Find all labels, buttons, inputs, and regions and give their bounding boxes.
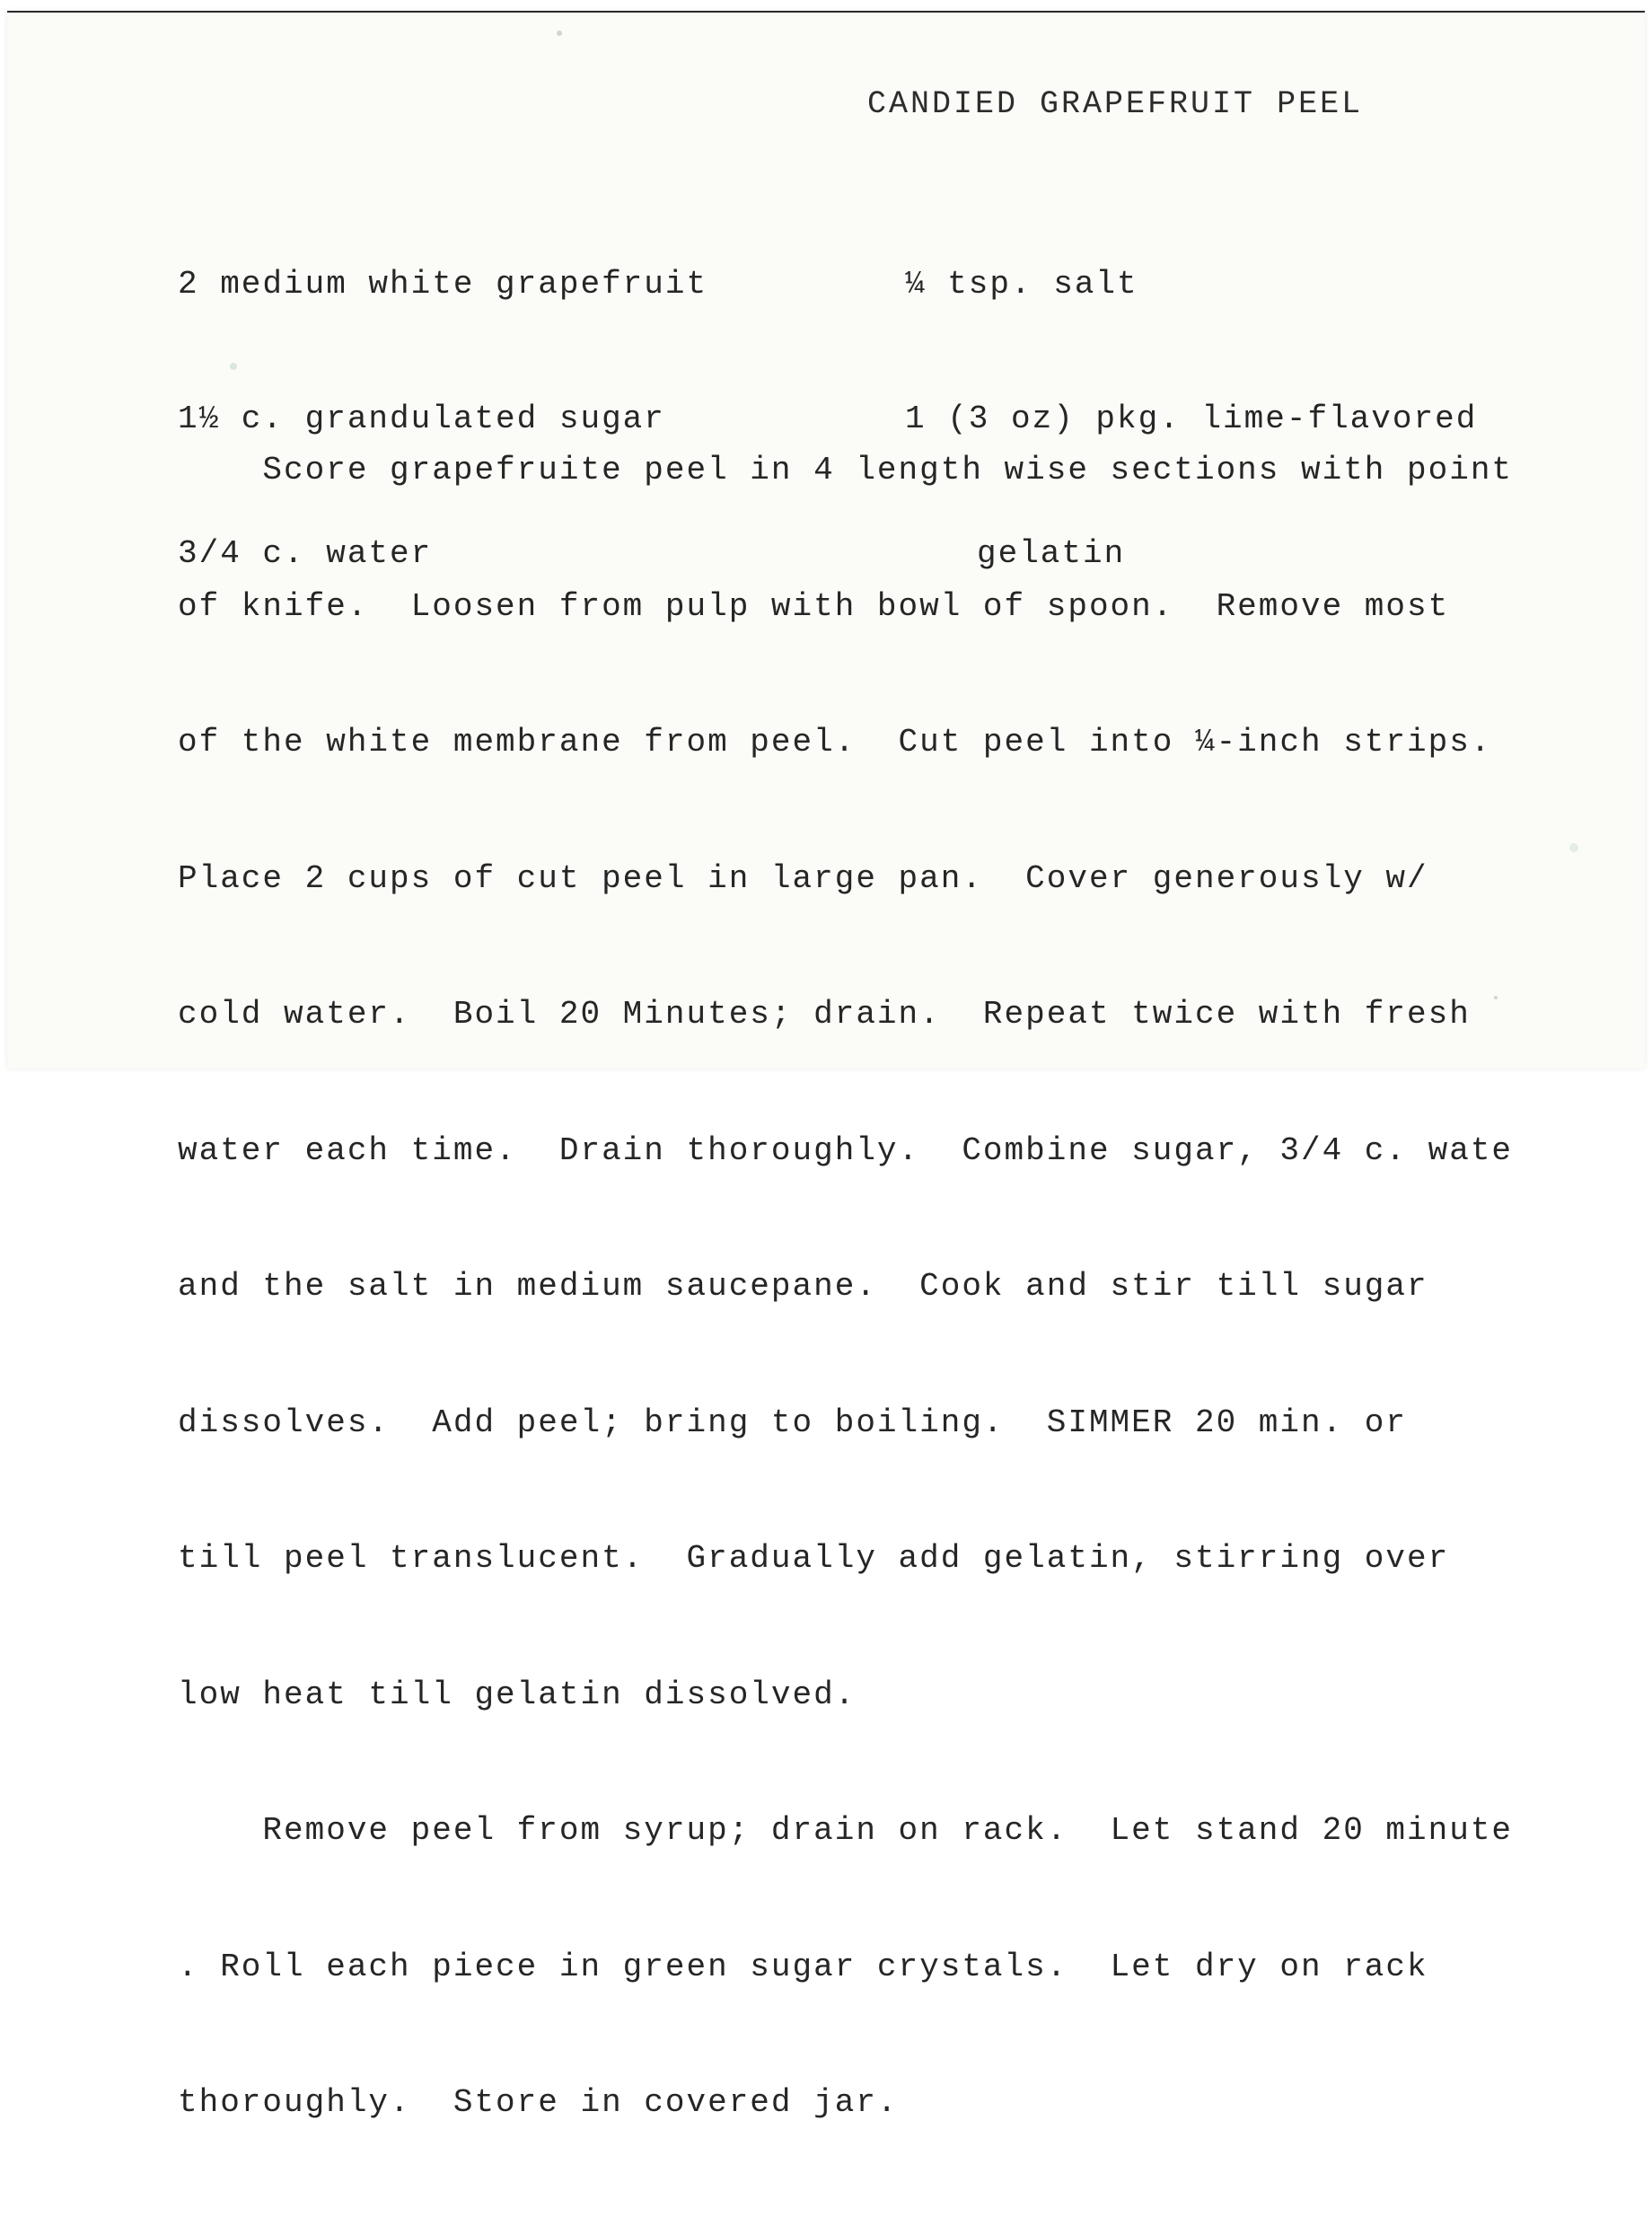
direction-line: water each time. Drain thoroughly. Combine sugar, 3/4 c. wate [178,1131,1514,1169]
direction-line: Remove peel from syrup; drain on rack. Let stand 20 minute [178,1812,1514,1849]
direction-line: . Roll each piece in green sugar crystals. Let dry on rack [178,1948,1428,1985]
ingredient-line: 2 medium white grapefruit [178,266,708,303]
direction-line: till peel translucent. Gradually add gelatin, stirring over [178,1540,1450,1577]
paper-speck [1569,843,1578,852]
ingredient-line: 3/4 c. water [178,535,433,572]
paper-speck [1494,996,1498,999]
direction-line: and the salt in medium saucepane. Cook and stir till sugar [178,1268,1428,1305]
recipe-card [7,11,1645,2121]
recipe-directions [178,357,1641,2217]
paper-speck [230,363,237,370]
ingredient-line: ¼ tsp. salt [905,266,1138,303]
direction-line: thoroughly. Store in covered jar. [178,2084,899,2121]
direction-line: cold water. Boil 20 Minutes; drain. Repeat twice with fresh [178,996,1471,1033]
ingredient-line: 1 (3 oz) pkg. lime-flavored [905,400,1478,437]
ingredient-line: gelatin [977,535,1126,572]
ingredient-line: 1½ c. grandulated sugar [178,400,665,437]
direction-line: low heat till gelatin dissolved. [178,1676,857,1713]
paper-speck [557,31,562,36]
direction-line: of knife. Loosen from pulp with bowl of spoon. Remove most [178,587,1450,625]
direction-line: Place 2 cups of cut peel in large pan. Cover generously w/ [178,859,1428,897]
direction-line: of the white membrane from peel. Cut peel into ¼-inch strips. [178,724,1492,761]
recipe-title: CANDIED GRAPEFRUIT PEEL [867,86,1364,122]
direction-line: dissolves. Add peel; bring to boiling. SIMMER 20 min. or [178,1403,1408,1441]
direction-line: Score grapefruite peel in 4 length wise sections with point [178,452,1514,488]
